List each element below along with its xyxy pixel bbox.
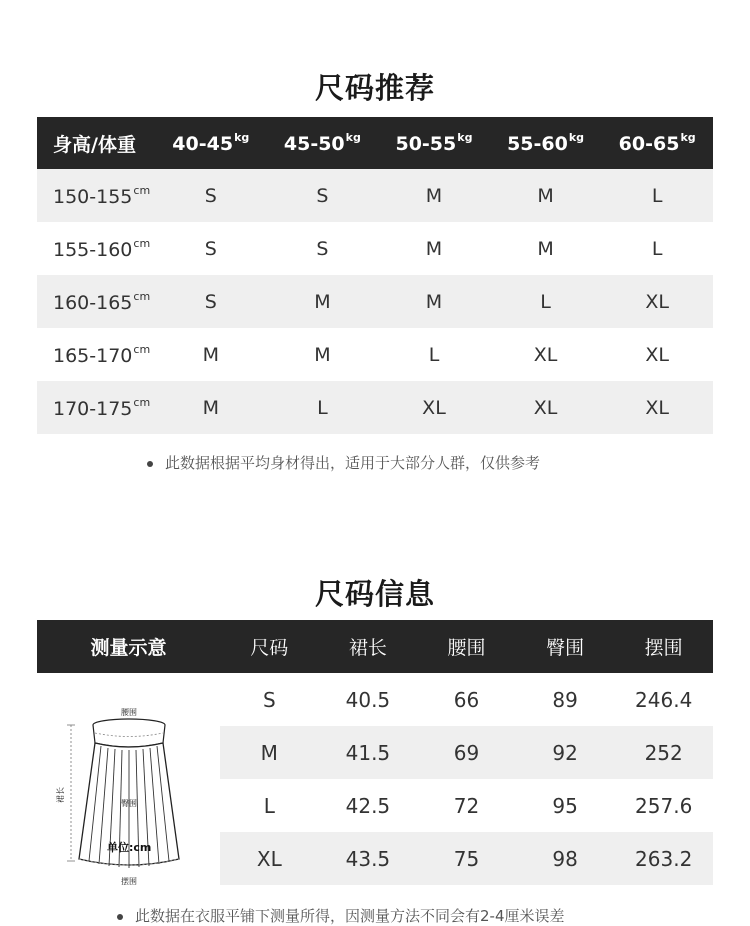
size-recommend-table — [37, 117, 713, 434]
size-cell: M — [202, 396, 219, 419]
size-cell: L — [651, 237, 663, 260]
size-info-title: 尺码信息 — [314, 577, 435, 611]
size-cell: L — [540, 290, 551, 313]
info-value-cell: 75 — [453, 846, 480, 871]
info-value-cell: 42.5 — [345, 793, 391, 818]
size-cell: S — [316, 184, 329, 207]
diagram-length-label: 裙长 — [56, 787, 65, 803]
info-value-cell: 40.5 — [345, 687, 391, 712]
size-cell: XL — [533, 343, 558, 366]
skirt-measure-diagram — [37, 673, 220, 885]
weight-header: $60-65^{kg}$ — [618, 131, 696, 155]
info-value-cell: 41.5 — [345, 740, 391, 765]
header-waist: 腰围 — [447, 637, 486, 659]
info-value-cell: 92 — [552, 740, 578, 765]
header-length: 裙长 — [348, 637, 387, 659]
recommend-row — [37, 169, 713, 222]
recommend-note: 此数据根据平均身材得出，适用于大部分人群，仅供参考 — [147, 452, 540, 473]
size-cell: XL — [645, 290, 669, 313]
size-cell: XL — [645, 343, 669, 366]
recommend-row — [37, 328, 713, 381]
height-cell: $150-155^{cm}$ — [53, 183, 151, 208]
info-row — [220, 832, 713, 885]
size-info-table — [37, 620, 713, 885]
size-cell: M — [202, 343, 219, 366]
weight-header: $45-50^{kg}$ — [283, 131, 361, 155]
info-value-cell: 89 — [552, 687, 578, 712]
diagram-hem-label: 摆围 — [121, 877, 137, 885]
weight-header: $50-55^{kg}$ — [395, 131, 473, 155]
height-cell: $165-170^{cm}$ — [53, 342, 151, 367]
info-size-cell: M — [260, 740, 278, 765]
info-row — [220, 673, 713, 726]
info-size-cell: L — [263, 793, 275, 818]
size-cell: XL — [645, 396, 669, 419]
diagram-hip-label: 臀围 — [121, 799, 137, 808]
info-value-cell: 257.6 — [635, 793, 693, 818]
info-value-cell: 69 — [453, 740, 480, 765]
bullet-icon — [117, 914, 123, 920]
size-cell: S — [204, 290, 217, 313]
size-cell: S — [204, 237, 217, 260]
size-cell: XL — [533, 396, 558, 419]
info-value-cell: 98 — [552, 846, 578, 871]
recommend-row — [37, 222, 713, 275]
info-value-cell: 246.4 — [635, 687, 693, 712]
info-note: 此数据在衣服平铺下测量所得，因测量方法不同会有2-4厘米误差 — [117, 905, 565, 926]
size-cell: S — [316, 237, 329, 260]
size-recommend-title: 尺码推荐 — [314, 71, 435, 105]
recommend-row — [37, 381, 713, 434]
diagram-unit-label: 单位:cm — [107, 841, 152, 854]
info-value-cell: 252 — [644, 740, 683, 765]
recommend-header-row — [37, 117, 713, 169]
bullet-icon — [147, 461, 153, 467]
info-value-cell: 43.5 — [345, 846, 391, 871]
header-hem: 摆围 — [644, 637, 683, 659]
size-cell: L — [651, 184, 663, 207]
diagram-waist-label: 腰围 — [121, 708, 137, 717]
header-measure-diagram: 测量示意 — [90, 637, 167, 659]
size-cell: L — [317, 396, 328, 419]
height-cell: $155-160^{cm}$ — [53, 236, 151, 261]
info-value-cell: 95 — [552, 793, 578, 818]
size-cell: S — [204, 184, 217, 207]
weight-header: $40-45^{kg}$ — [172, 131, 250, 155]
size-cell: L — [428, 343, 440, 366]
header-size: 尺码 — [250, 637, 289, 659]
info-row — [220, 726, 713, 779]
height-cell: $170-175^{cm}$ — [53, 395, 151, 420]
size-cell: M — [537, 237, 554, 260]
size-cell: M — [314, 343, 331, 366]
size-cell: XL — [422, 396, 446, 419]
info-header-row — [37, 620, 713, 673]
info-row — [220, 779, 713, 832]
size-cell: M — [425, 184, 443, 207]
size-cell: M — [314, 290, 331, 313]
info-value-cell: 72 — [453, 793, 480, 818]
weight-header: $55-60^{kg}$ — [507, 131, 585, 155]
info-size-cell: S — [262, 687, 276, 712]
header-hip: 臀围 — [546, 637, 585, 659]
recommend-row — [37, 275, 713, 328]
size-cell: M — [425, 237, 443, 260]
info-value-cell: 263.2 — [635, 846, 693, 871]
height-cell: $160-165^{cm}$ — [53, 289, 151, 314]
size-cell: M — [425, 290, 443, 313]
info-value-cell: 66 — [453, 687, 480, 712]
size-cell: M — [537, 184, 554, 207]
info-size-cell: XL — [256, 846, 282, 871]
corner-header: 身高/体重 — [53, 133, 136, 156]
